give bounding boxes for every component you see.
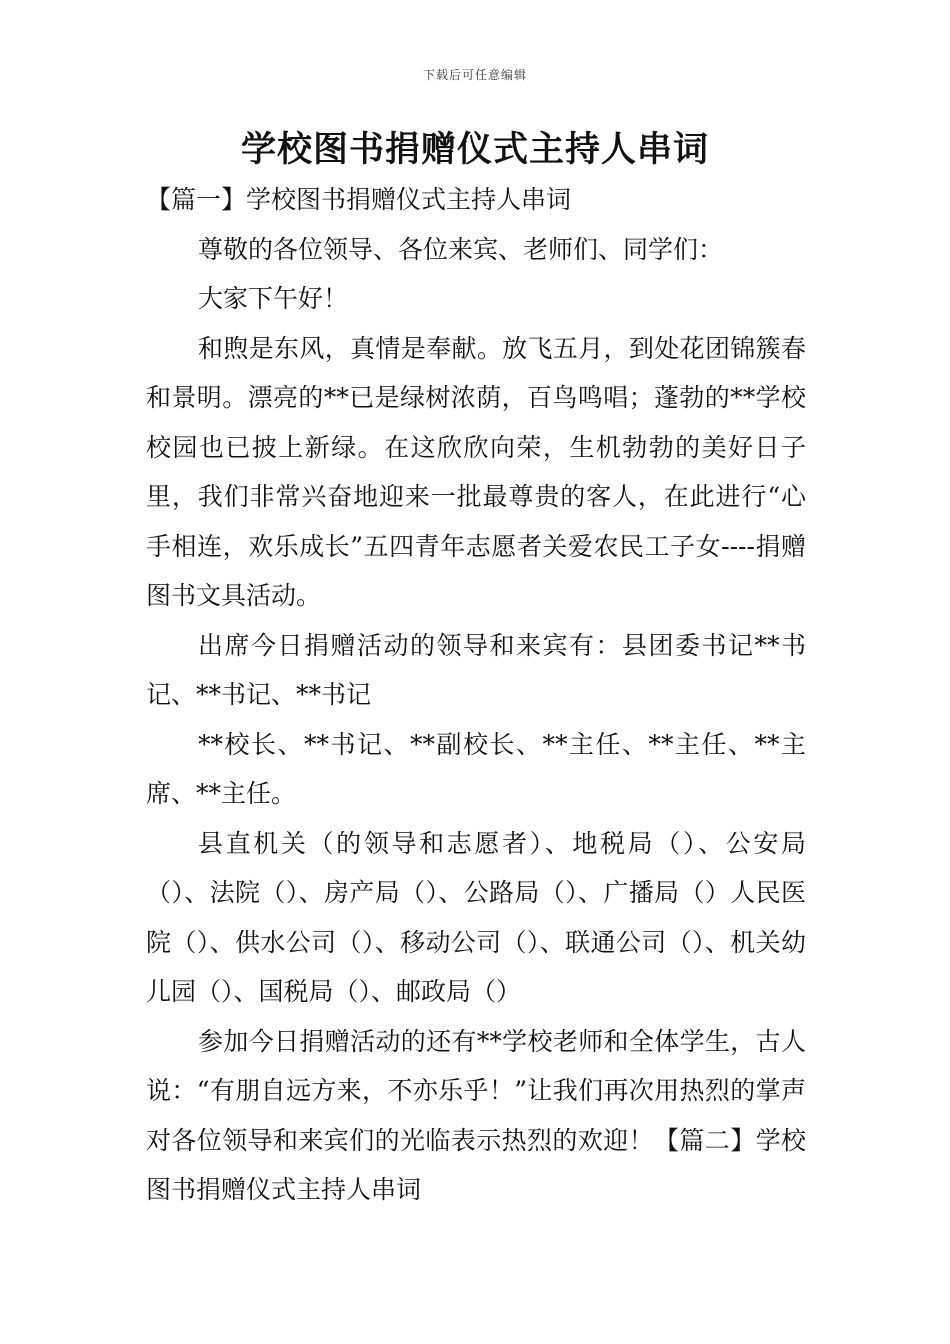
document-body — [146, 175, 806, 1215]
paragraph-greeting-audience: 尊敬的各位领导、各位来宾、老师们、同学们： — [198, 234, 724, 264]
paragraph-attendees-leaders: 出席今日捐赠活动的领导和来宾有：县团委书记**书记、**书记、**书记 — [146, 630, 806, 709]
paragraph-attendees-agencies: 县直机关（的领导和志愿者）、地税局（）、公安局（）、法院（）、房产局（）、公路局（）、广播局（）人民医院（）、供水公司（）、移动公司（）、联通公司（）、机关幼儿园（）、国税局（）、邮政局（） — [146, 828, 806, 1006]
paragraph-opening: 和煦是东风，真情是奉献。放飞五月，到处花团锦簇春和景明。漂亮的**已是绿树浓荫，百鸟鸣唱；蓬勃的**学校校园也已披上新绿。在这欣欣向荣，生机勃勃的美好日子里，我们非常兴奋地迎来一批最尊贵的客人，在此进行“心手相连，欢乐成长”五四青年志愿者关爱农民工子女----捐赠图书文具活动。 — [146, 333, 806, 610]
paragraph-attendees-school: **校长、**书记、**副校长、**主任、**主任、**主席、**主任。 — [146, 729, 806, 808]
paragraph-welcome: 参加今日捐赠活动的还有**学校老师和全体学生，古人说：“有朋自远方来，不亦乐乎！”让我们再次用热烈的掌声对各位领导和来宾们的光临表示热烈的欢迎！【篇二】学校图书捐赠仪式主持人串词 — [146, 1026, 806, 1204]
section-heading: 【篇一】学校图书捐赠仪式主持人串词 — [146, 185, 572, 214]
document-title: 学校图书捐赠仪式主持人串词 — [240, 130, 709, 170]
paragraph-greeting: 大家下午好！ — [198, 284, 349, 313]
header-note: 下载后可任意编辑 — [422, 68, 527, 82]
